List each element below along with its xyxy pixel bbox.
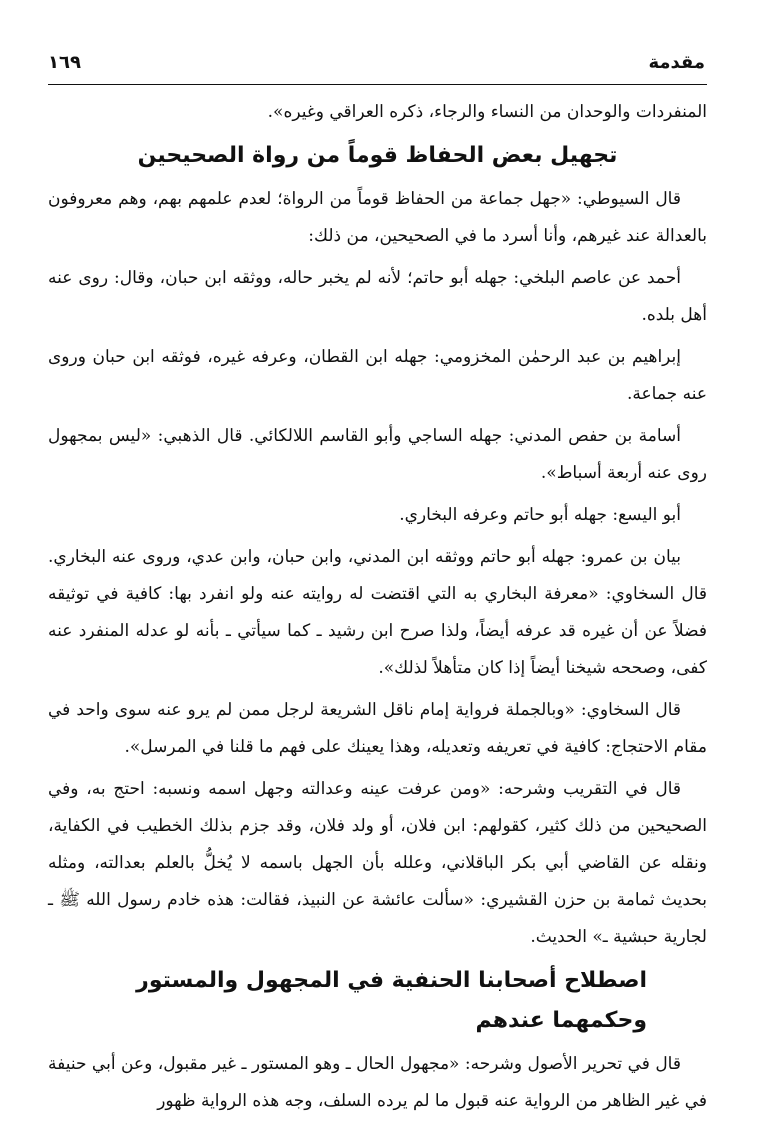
section-heading-2: اصطلاح أصحابنا الحنفية في المجهول والمستور وحكمهما عندهم	[136, 968, 647, 1033]
section-heading-1: تجهيل بعض الحفاظ قوماً من رواة الصحيحين	[137, 143, 618, 168]
paragraph-7: بيان بن عمرو: جهله أبو حاتم ووثقه ابن المدني، وابن حبان، وابن عدي، وروى عنه البخاري. قال السخاوي: «معرفة البخاري به التي اقتضت له روايته عنه ولو انفرد بها: كافية في توثيقه فضلاً عن أن غيره قد عرفه أيضاً، ولذا صرح ابن رشيد ـ كما سيأتي ـ بأنه لو عدله المنفرد عنه كفى، وصححه شيخنا أيضاً إذا كان متأهلاً لذلك».	[48, 547, 707, 678]
paragraph-2: قال السيوطي: «جهل جماعة من الحفاظ قوماً من الرواة؛ لعدم علمهم بهم، وهم معروفون بالعدالة عند غيرهم، وأنا أسرد ما في الصحيحين، من ذلك:	[48, 189, 707, 246]
paragraph-8: قال السخاوي: «وبالجملة فرواية إمام ناقل الشريعة لرجل ممن لم يرو عنه سوى واحد في مقام الاحتجاج: كافية في تعريفه وتعديله، وهذا يعينك على فهم ما قلنا في المرسل».	[48, 700, 707, 757]
paragraph-6: أبو اليسع: جهله أبو حاتم وعرفه البخاري.	[399, 505, 681, 525]
paragraph-4: إبراهيم بن عبد الرحمٰن المخزومي: جهله ابن القطان، وعرفه غيره، فوثقه ابن حبان وروى عنه جماعة.	[48, 347, 707, 404]
page-body	[48, 94, 707, 1125]
running-title: مقدمة	[648, 52, 705, 73]
paragraph-10: قال في تحرير الأصول وشرحه: «مجهول الحال ـ وهو المستور ـ غير مقبول، وعن أبي حنيفة في غير الظاهر من الرواية عنه قبول ما لم يرده السلف، وجه هذه الرواية ظهور	[48, 1054, 707, 1111]
page-header	[48, 44, 707, 85]
paragraph-3: أحمد عن عاصم البلخي: جهله أبو حاتم؛ لأنه لم يخبر حاله، ووثقه ابن حبان، وقال: روى عنه أهل بلده.	[48, 268, 707, 325]
paragraph-1: المنفردات والوحدان من النساء والرجاء، ذكره العراقي وغيره».	[267, 102, 707, 122]
paragraph-9: قال في التقريب وشرحه: «ومن عرفت عينه وعدالته وجهل اسمه ونسبه: احتج به، وفي الصحيحين من ذلك كثير، كقولهم: ابن فلان، أو ولد فلان، وقد جزم بذلك الخطيب في الكفاية، ونقله عن القاضي أبي بكر الباقلاني، وعلله بأن الجهل باسمه لا يُخلُّ بالعلم بعدالته، ومثله بحديث ثمامة بن حزن القشيري: «سألت عائشة عن النبيذ، فقالت: هذه خادم رسول الله ﷺ ـ لجارية حبشية ـ» الحديث.	[48, 779, 707, 947]
paragraph-5: أسامة بن حفص المدني: جهله الساجي وأبو القاسم اللالكائي. قال الذهبي: «ليس بمجهول روى عنه أربعة أسباط».	[48, 426, 707, 483]
page-number: ١٦٩	[48, 52, 81, 73]
